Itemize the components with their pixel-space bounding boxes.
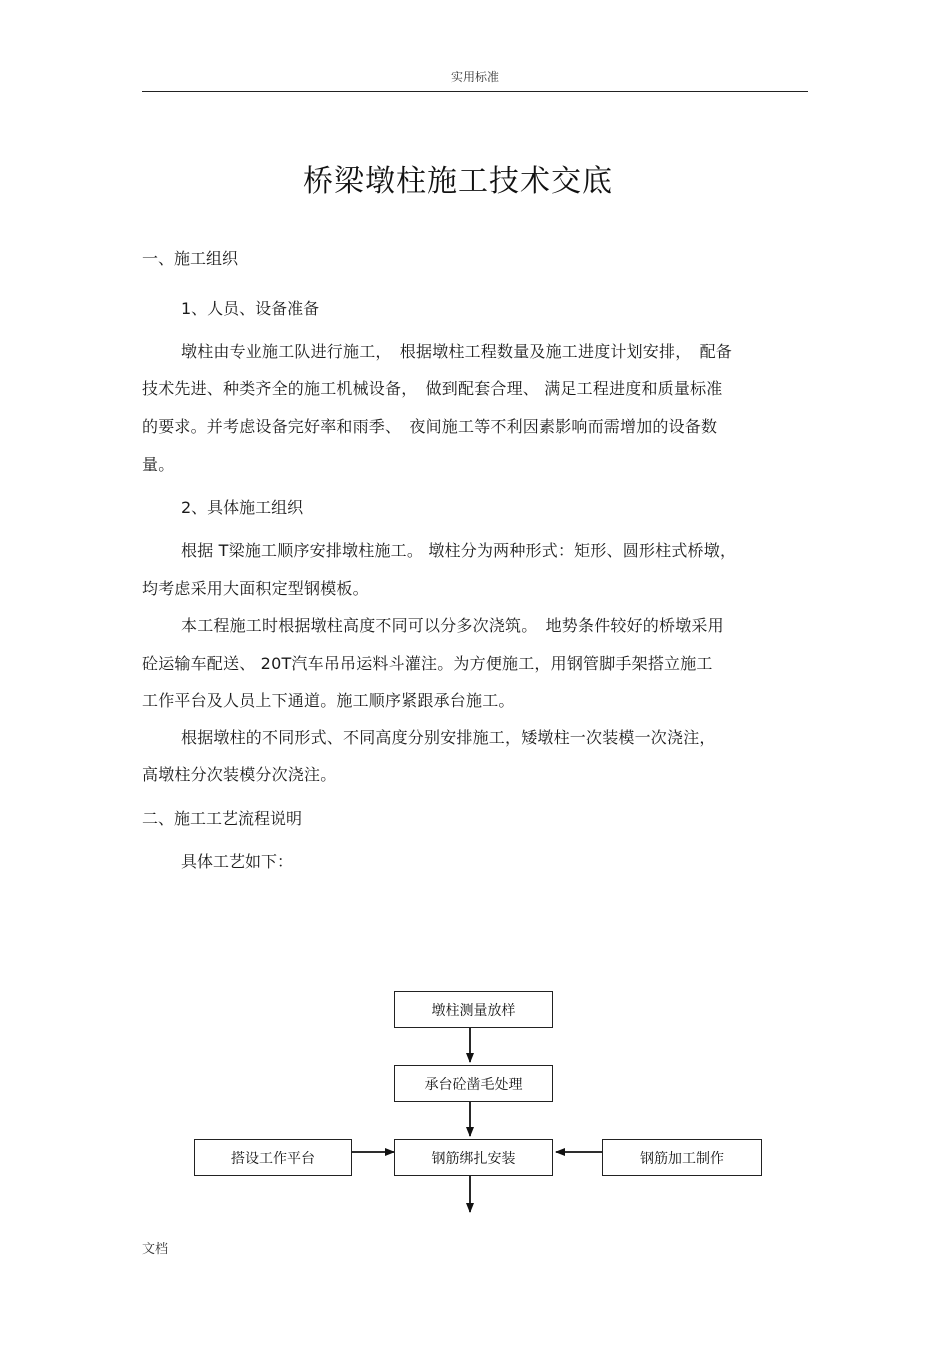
subsection-2-heading: 2、具体施工组织 [181,498,304,517]
paragraph-line: 高墩柱分次装模分次浇注。 [142,765,337,784]
paragraph-line: 技术先进、种类齐全的施工机械设备， 做到配套合理、 满足工程进度和质量标准 [142,379,723,398]
paragraph-line: 根据 T梁施工顺序安排墩柱施工。 墩柱分为两种形式：矩形、圆形柱式桥墩， [181,541,737,560]
section-1-heading: 一、施工组织 [142,249,239,268]
page-header: 实用标准 [450,70,499,84]
paragraph-line: 均考虑采用大面积定型钢模板。 [142,579,369,598]
paragraph-line: 墩柱由专业施工队进行施工， 根据墩柱工程数量及施工进度计划安排， 配备 [181,342,733,361]
paragraph-line: 本工程施工时根据墩柱高度不同可以分多次浇筑。 地势条件较好的桥墩采用 [181,616,724,635]
paragraph-line: 量。 [142,455,175,474]
process-intro: 具体工艺如下： [181,852,294,871]
flow-step-label: 钢筋加工制作 [640,1150,724,1167]
flow-step-label: 钢筋绑扎安装 [431,1150,516,1167]
paragraph-line: 的要求。并考虑设备完好率和雨季、 夜间施工等不利因素影响而需增加的设备数 [142,417,718,436]
flow-step-label: 墩柱测量放样 [431,1002,516,1019]
flow-step-chiseling [394,1065,553,1102]
page-footer: 文档 [142,1242,169,1257]
flow-step-survey [394,991,553,1028]
paragraph-line: 砼运输车配送、 20T汽车吊吊运料斗灌注。为方便施工，用钢管脚手架搭立施工 [142,654,713,673]
paragraph-line: 工作平台及人员上下通道。施工顺序紧跟承台施工。 [142,691,515,710]
flow-input-rebar-fabrication [602,1139,762,1176]
flow-step-label: 搭设工作平台 [231,1150,315,1167]
flow-input-platform [194,1139,352,1176]
section-2-heading: 二、施工工艺流程说明 [142,809,303,828]
subsection-1-heading: 1、人员、设备准备 [181,299,320,318]
paragraph-line: 根据墩柱的不同形式、不同高度分别安排施工，矮墩柱一次装模一次浇注， [181,728,716,747]
flow-step-label: 承台砼凿毛处理 [424,1076,523,1093]
flow-step-rebar-install [394,1139,553,1176]
document-title: 桥梁墩柱施工技术交底 [303,164,613,199]
